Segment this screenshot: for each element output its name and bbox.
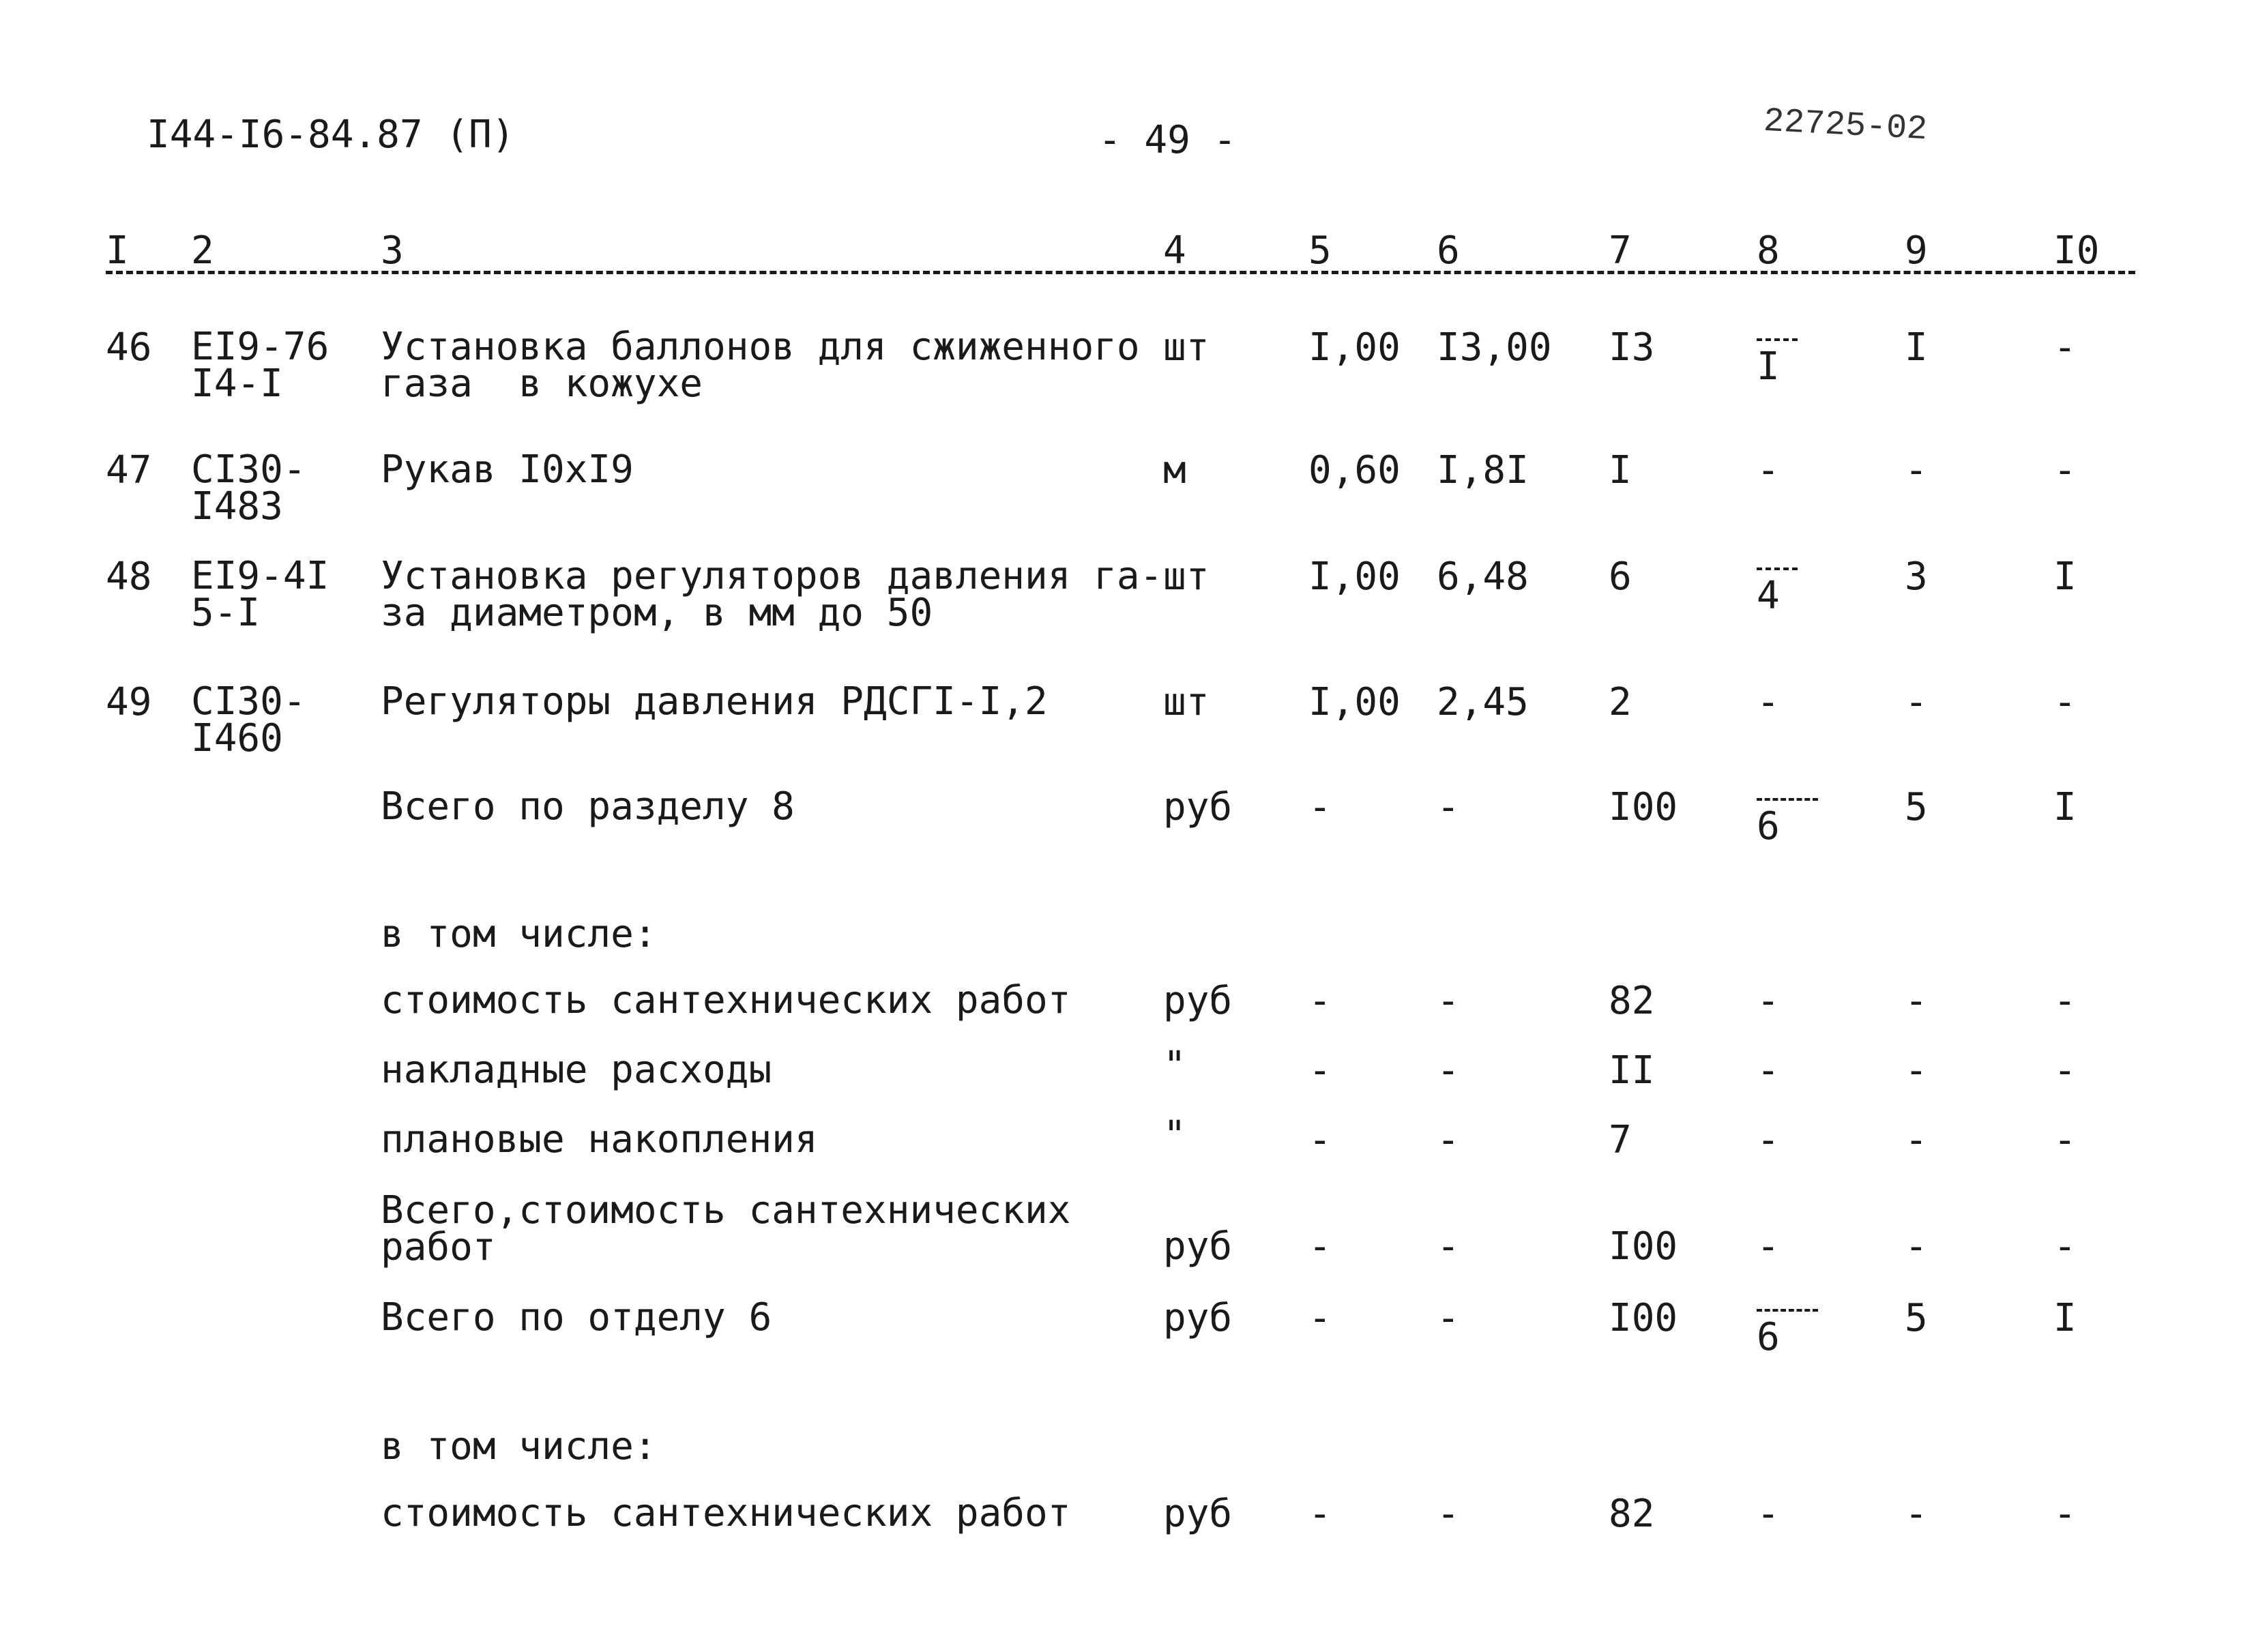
row-name: стоимость сантехнических работ [381, 1491, 1071, 1535]
row-name: Всего по отделу 6 [381, 1295, 772, 1340]
row-unit: шт [1163, 680, 1210, 724]
row-name: Установка регуляторов давления га- за диаметром, в мм до 50 [381, 554, 1163, 635]
archive-stamp: 22725-02 [1762, 102, 1929, 150]
row-col9: - [1905, 1048, 1928, 1093]
row-col6: 6,48 [1437, 555, 1529, 599]
row-col10: I [2053, 1296, 2077, 1340]
row-col6: I3,00 [1437, 325, 1552, 370]
header-divider [106, 271, 2135, 274]
row-number: 46 [106, 325, 152, 370]
row-col10: - [2053, 325, 2077, 370]
row-col5: - [1308, 1118, 1332, 1162]
row-number: 48 [106, 555, 152, 599]
row-number: 47 [106, 448, 152, 492]
fraction-denominator: 6 [1757, 1315, 1780, 1359]
row-col9: 5 [1905, 1296, 1928, 1340]
row-col6: - [1437, 979, 1460, 1023]
fraction-numerator [1757, 329, 1798, 341]
row-col5: 0,60 [1308, 448, 1401, 492]
row-col6: I,8I [1437, 448, 1529, 492]
row-col7: 7 [1609, 1118, 1632, 1162]
column-number: 7 [1609, 228, 1632, 273]
row-col7: I00 [1609, 1224, 1678, 1269]
row-col6: 2,45 [1437, 680, 1529, 724]
fraction-denominator: I [1757, 344, 1780, 389]
row-col8: - [1757, 448, 1780, 492]
row-col7: 82 [1609, 1492, 1655, 1536]
column-number: 5 [1308, 228, 1332, 273]
row-unit: " [1163, 1113, 1186, 1157]
row-col10: I [2053, 785, 2077, 829]
row-name: Рукав I0xI9 [381, 447, 634, 492]
row-col10: - [2053, 1118, 2077, 1162]
fraction-numerator [1757, 558, 1798, 570]
row-col6: - [1437, 1296, 1460, 1340]
row-col8: - [1757, 1224, 1780, 1269]
fraction-denominator: 4 [1757, 574, 1780, 618]
row-col7: 82 [1609, 979, 1655, 1023]
row-col10: - [2053, 1492, 2077, 1536]
fraction-numerator [1757, 788, 1818, 801]
row-name: Регуляторы давления РДСГI-I,2 [381, 679, 1048, 724]
row-col8: - [1757, 1048, 1780, 1093]
row-col5: - [1308, 785, 1332, 829]
section-subheading: в том числе: [381, 1424, 657, 1469]
section-subheading: в том числе: [381, 912, 657, 956]
column-number: I [106, 228, 129, 273]
row-col6: - [1437, 1048, 1460, 1093]
row-name: стоимость сантехнических работ [381, 978, 1071, 1022]
row-col7: II [1609, 1048, 1655, 1093]
row-col7: I3 [1609, 325, 1655, 370]
row-code: CI30- I460 [191, 679, 306, 761]
row-col8: - [1757, 1118, 1780, 1162]
fraction-denominator: 6 [1757, 804, 1780, 849]
row-unit: шт [1163, 325, 1210, 370]
row-code: EI9-4I 5-I [191, 554, 329, 635]
row-code: EI9-76 I4-I [191, 325, 329, 406]
column-number: I0 [2053, 228, 2100, 273]
column-number: 4 [1163, 228, 1186, 273]
row-name: Всего,стоимость сантехнических работ [381, 1188, 1071, 1269]
row-col5: - [1308, 979, 1332, 1023]
document-code: I44-I6-84.87 (П) [147, 113, 515, 157]
row-name: накладные расходы [381, 1048, 772, 1092]
row-col5: I,00 [1308, 555, 1401, 599]
row-unit: м [1163, 448, 1186, 492]
page-number: - 49 - [1098, 118, 1237, 162]
row-col9: - [1905, 448, 1928, 492]
row-col8-fraction [1757, 329, 1798, 389]
row-col9: - [1905, 680, 1928, 724]
row-col8: - [1757, 979, 1780, 1023]
column-number: 2 [191, 228, 214, 273]
column-number: 6 [1437, 228, 1460, 273]
row-col9: 5 [1905, 785, 1928, 829]
row-col6: - [1437, 1224, 1460, 1269]
row-col9: - [1905, 1492, 1928, 1536]
row-col9: - [1905, 1224, 1928, 1269]
row-col8: - [1757, 1492, 1780, 1536]
row-unit: шт [1163, 555, 1210, 599]
row-col6: - [1437, 1492, 1460, 1536]
row-name: Всего по разделу 8 [381, 784, 795, 829]
row-unit: руб [1163, 1492, 1233, 1536]
row-col5: - [1308, 1492, 1332, 1536]
row-col7: 6 [1609, 555, 1632, 599]
row-col10: - [2053, 680, 2077, 724]
row-col10: - [2053, 1048, 2077, 1093]
row-col6: - [1437, 785, 1460, 829]
row-col5: - [1308, 1296, 1332, 1340]
column-number: 3 [381, 228, 404, 273]
row-col9: - [1905, 1118, 1928, 1162]
row-name: плановые накопления [381, 1117, 818, 1162]
row-col10: - [2053, 979, 2077, 1023]
row-col6: - [1437, 1118, 1460, 1162]
row-col9: 3 [1905, 555, 1928, 599]
row-col5: - [1308, 1224, 1332, 1269]
row-col7: I [1609, 448, 1632, 492]
row-unit: руб [1163, 1224, 1233, 1269]
row-col5: I,00 [1308, 325, 1401, 370]
row-unit: руб [1163, 1296, 1233, 1340]
row-unit: " [1163, 1044, 1186, 1088]
row-number: 49 [106, 680, 152, 724]
row-unit: руб [1163, 979, 1233, 1023]
row-name: Установка баллонов для сжиженного газа в кожухе [381, 325, 1140, 406]
row-col7: I00 [1609, 1296, 1678, 1340]
row-col9: I [1905, 325, 1928, 370]
row-col7: 2 [1609, 680, 1632, 724]
row-col8: - [1757, 680, 1780, 724]
column-number: 8 [1757, 228, 1780, 273]
row-col9: - [1905, 979, 1928, 1023]
row-col8-fraction [1757, 1299, 1818, 1357]
row-col7: I00 [1609, 785, 1678, 829]
row-unit: руб [1163, 785, 1233, 829]
column-number: 9 [1905, 228, 1928, 273]
row-col10: - [2053, 448, 2077, 492]
row-col5: I,00 [1308, 680, 1401, 724]
fraction-numerator [1757, 1299, 1818, 1312]
row-col8-fraction [1757, 558, 1798, 618]
row-col10: I [2053, 555, 2077, 599]
row-col5: - [1308, 1048, 1332, 1093]
row-col8-fraction [1757, 788, 1818, 849]
row-code: CI30- I483 [191, 447, 306, 529]
row-col10: - [2053, 1224, 2077, 1269]
